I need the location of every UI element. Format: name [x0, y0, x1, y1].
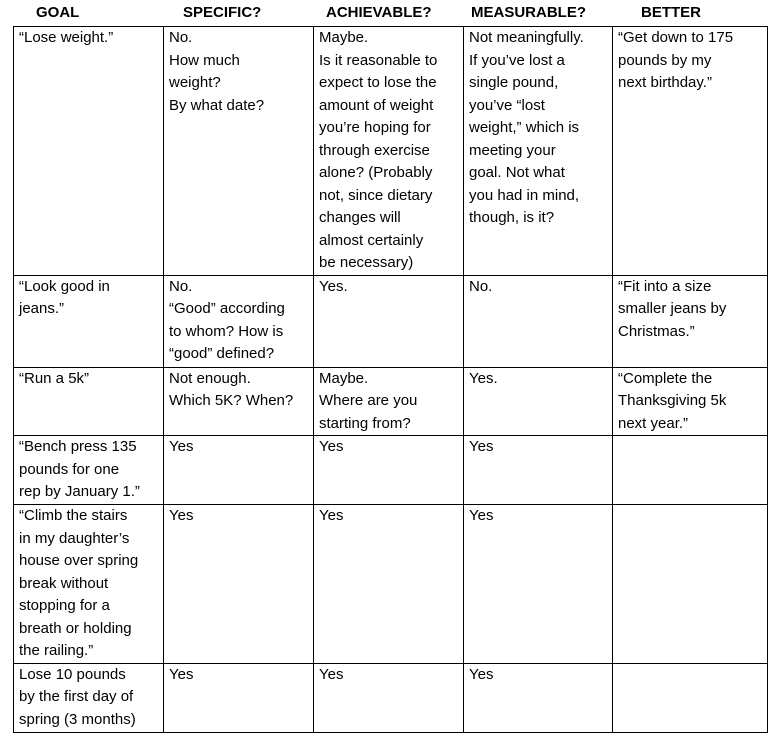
goal-cell: “Run a 5k” — [14, 367, 164, 436]
table-row — [14, 505, 768, 664]
header-specific: SPECIFIC? — [183, 4, 262, 21]
measurable-cell: Yes. — [464, 367, 613, 436]
achievable-cell: Maybe. Where are you starting from? — [314, 367, 464, 436]
specific-cell: Yes — [164, 663, 314, 732]
goal-cell: “Look good in jeans.” — [14, 275, 164, 367]
measurable-cell: Yes — [464, 436, 613, 505]
specific-cell: No. “Good” according to whom? How is “good” defined? — [164, 275, 314, 367]
measurable-cell: Yes — [464, 663, 613, 732]
better-cell: “Complete the Thanksgiving 5k next year.” — [613, 367, 768, 436]
smart-goals-table — [13, 26, 768, 733]
measurable-cell: No. — [464, 275, 613, 367]
goal-cell: Lose 10 pounds by the first day of spring (3 months) — [14, 663, 164, 732]
achievable-cell: Yes. — [314, 275, 464, 367]
table-row — [14, 663, 768, 732]
achievable-cell: Yes — [314, 663, 464, 732]
measurable-cell: Not meaningfully. If you’ve lost a single pound, you’ve “lost weight,” which is meeting your goal. Not what you had in mind, though, is it? — [464, 27, 613, 276]
table-row — [14, 275, 768, 367]
goal-cell: “Lose weight.” — [14, 27, 164, 276]
better-cell: “Get down to 175 pounds by my next birthday.” — [613, 27, 768, 276]
header-achievable: ACHIEVABLE? — [326, 4, 432, 21]
header-measurable: MEASURABLE? — [471, 4, 586, 21]
goal-cell: “Climb the stairs in my daughter’s house over spring break without stopping for a breath or holding the railing.” — [14, 505, 164, 664]
table-row — [14, 367, 768, 436]
better-cell: “Fit into a size smaller jeans by Christmas.” — [613, 275, 768, 367]
better-cell — [613, 663, 768, 732]
goal-cell: “Bench press 135 pounds for one rep by January 1.” — [14, 436, 164, 505]
measurable-cell: Yes — [464, 505, 613, 664]
achievable-cell: Yes — [314, 436, 464, 505]
achievable-cell: Yes — [314, 505, 464, 664]
specific-cell: Yes — [164, 505, 314, 664]
specific-cell: Yes — [164, 436, 314, 505]
better-cell — [613, 505, 768, 664]
table-header-row — [0, 0, 774, 26]
better-cell — [613, 436, 768, 505]
specific-cell: No. How much weight? By what date? — [164, 27, 314, 276]
header-goal: GOAL — [36, 4, 80, 21]
specific-cell: Not enough. Which 5K? When? — [164, 367, 314, 436]
header-better: BETTER — [641, 4, 701, 21]
achievable-cell: Maybe. Is it reasonable to expect to lose the amount of weight you’re hoping for through exercise alone? (Probably not, since dietary changes will almost certainly be necessary) — [314, 27, 464, 276]
table-row — [14, 27, 768, 276]
table-row — [14, 436, 768, 505]
